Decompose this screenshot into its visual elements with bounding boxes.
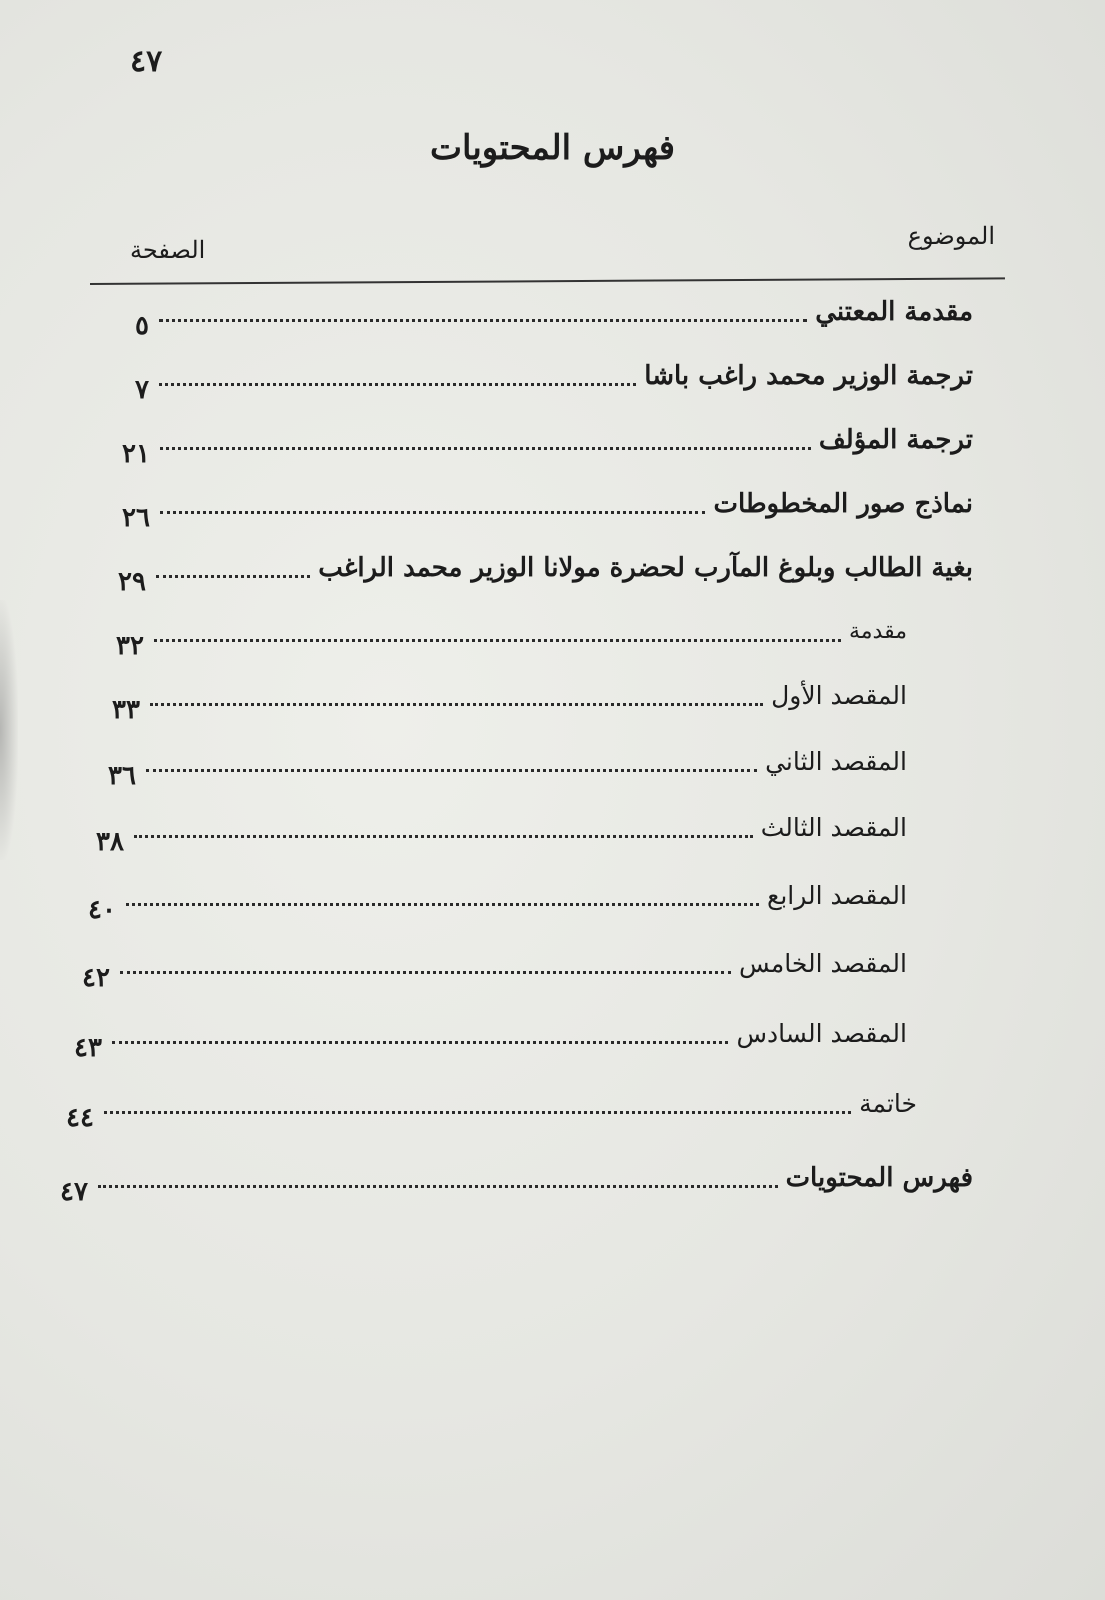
toc-entry-title: المقصد الخامس <box>739 949 907 978</box>
dot-leader <box>156 575 310 578</box>
toc-entry-title: المقصد السادس <box>736 1019 907 1048</box>
dot-leader <box>159 383 636 386</box>
toc-entry <box>122 484 973 533</box>
toc-entry-title: نماذج صور المخطوطات <box>713 489 973 519</box>
toc-entry-page: ٤٠ <box>88 895 116 925</box>
dot-leader <box>134 835 753 838</box>
dot-leader <box>160 511 706 514</box>
toc-entry <box>122 420 973 469</box>
toc-entry-page: ٥ <box>135 311 149 341</box>
toc-entry-page: ٢٩ <box>118 567 146 597</box>
toc-entry-page: ٣٣ <box>112 695 140 725</box>
toc-entry-page: ٤٢ <box>82 963 110 993</box>
dot-leader <box>112 1041 729 1044</box>
toc-entry-title: مقدمة <box>848 619 907 644</box>
toc-entry <box>135 356 973 405</box>
dot-leader <box>126 903 759 906</box>
toc-entry <box>116 612 907 661</box>
toc-entry-title: ترجمة المؤلف <box>818 425 973 455</box>
toc-entry-title: المقصد الرابع <box>767 881 907 910</box>
toc-entry-title: مقدمة المعتني <box>815 297 973 327</box>
toc-entry <box>135 292 973 341</box>
toc-entry-title: فهرس المحتويات <box>785 1163 973 1193</box>
toc-entry-page: ٣٨ <box>96 827 124 857</box>
toc-entry <box>82 944 907 993</box>
dot-leader <box>146 769 757 772</box>
page-column-header: الصفحة <box>130 236 206 264</box>
dot-leader <box>150 703 763 706</box>
toc-entry-page: ٤٣ <box>74 1033 102 1063</box>
dot-leader <box>154 639 841 642</box>
toc-entry <box>88 876 907 925</box>
toc-entry-title: المقصد الثاني <box>765 747 907 776</box>
toc-entry-title: المقصد الأول <box>771 681 907 710</box>
dot-leader <box>98 1185 778 1188</box>
toc-entry-title: المقصد الثالث <box>760 813 907 842</box>
toc-entry <box>96 808 907 857</box>
toc-entry <box>118 548 973 597</box>
toc-entry <box>112 676 907 725</box>
toc-entry <box>108 742 907 791</box>
toc-entry-page: ٢١ <box>122 439 150 469</box>
toc-entry-page: ٧ <box>135 375 149 405</box>
header-rule <box>90 277 1005 285</box>
topic-column-header: الموضوع <box>907 222 995 250</box>
toc-entry <box>66 1084 917 1133</box>
page-edge-shadow <box>0 600 18 860</box>
toc-entry-page: ٤٧ <box>60 1177 88 1207</box>
dot-leader <box>159 319 807 322</box>
page-title: فهرس المحتويات <box>429 128 676 168</box>
toc-entry-page: ٢٦ <box>122 503 150 533</box>
toc-entry-title: ترجمة الوزير محمد راغب باشا <box>644 361 973 391</box>
toc-entry-page: ٤٤ <box>66 1103 94 1133</box>
toc-entry-page: ٣٦ <box>108 761 136 791</box>
toc-entry-title: خاتمة <box>859 1089 917 1118</box>
dot-leader <box>104 1111 851 1114</box>
toc-entry-title: بغية الطالب وبلوغ المآرب لحضرة مولانا الوزير محمد الراغب <box>318 553 973 583</box>
toc-entry-page: ٣٢ <box>116 631 144 661</box>
page-number: ٤٧ <box>130 44 163 79</box>
dot-leader <box>120 971 731 974</box>
toc-entry <box>74 1014 907 1063</box>
dot-leader <box>160 447 811 450</box>
toc-entry <box>60 1158 973 1207</box>
